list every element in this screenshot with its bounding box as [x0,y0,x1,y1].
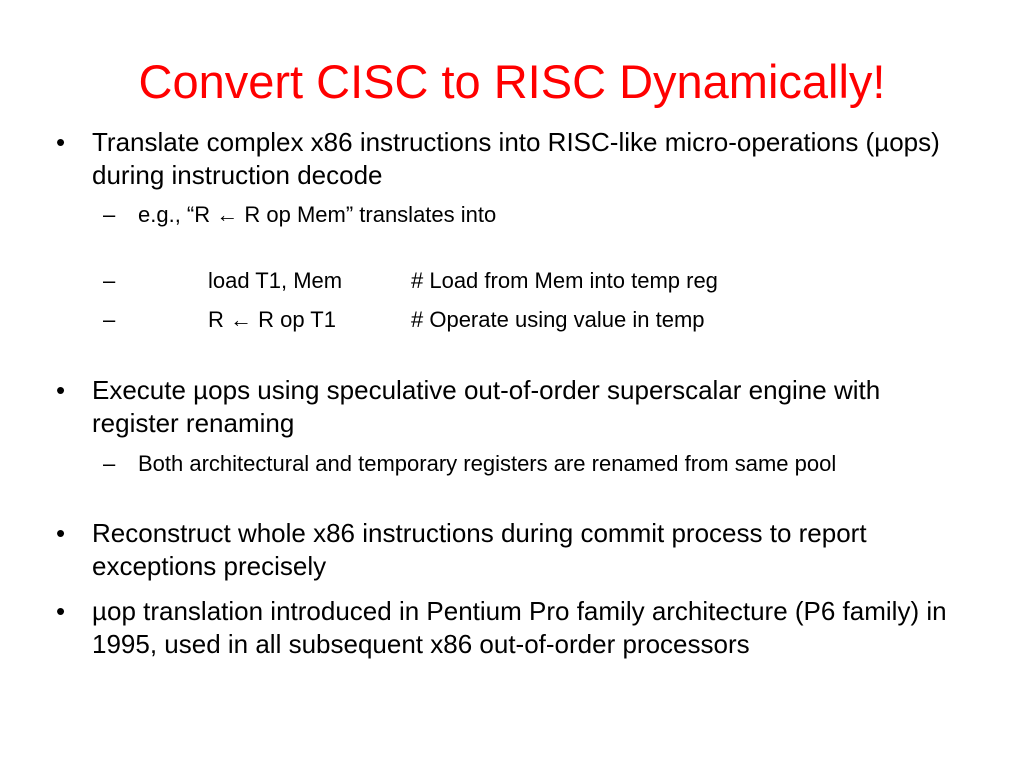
sub-bullet-text: Both architectural and temporary registers are renamed from same pool [138,451,837,476]
sub-bullet-marker: – [103,451,116,476]
code-comment: # Operate using value in temp [411,307,705,332]
code-comment: # Load from Mem into temp reg [411,268,718,293]
bullet-marker: • [56,596,66,626]
bullet-text: Reconstruct whole x86 instructions during commit process to report exceptions precisely [92,518,867,581]
bullet-marker: • [56,127,66,157]
sub-bullet-marker: – [103,268,116,293]
sub-bullet-marker: – [103,307,116,332]
bullet-marker: • [56,375,66,405]
bullet-text: µop translation introduced in Pentium Pro family architecture (P6 family) in 1995, used in all subsequent x86 out-of-order processors [92,596,947,659]
sub-bullet-text: e.g., “R ← R op Mem” translates into [138,202,497,227]
slide-title: Convert CISC to RISC Dynamically! [138,55,886,108]
bullet-text: Execute µops using speculative out-of-order superscalar engine with register renaming [92,375,881,438]
code-instruction: R ← R op T1 [208,307,336,332]
bullet-text: Translate complex x86 instructions into RISC-like micro-operations (µops) during instruction decode [92,127,940,190]
code-instruction: load T1, Mem [208,268,343,293]
sub-bullet-marker: – [103,202,116,227]
bullet-marker: • [56,518,66,548]
